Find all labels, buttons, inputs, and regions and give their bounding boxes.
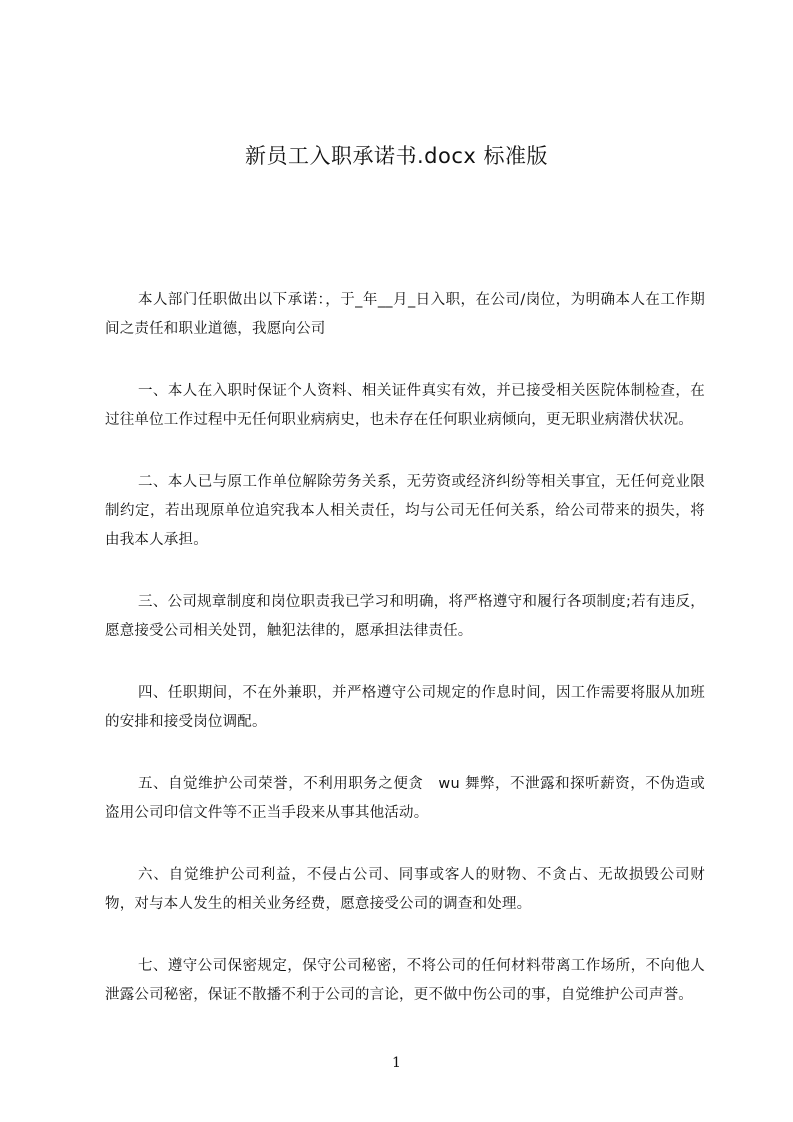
paragraph-intro: 本人部门任职做出以下承诺：，于_年__月_日入职，在公司/岗位，为明确本人在工作期间之责任和职业道德，我愿向公司 (105, 292, 705, 337)
paragraph-clause-5: 五、自觉维护公司荣誉，不利用职务之便贪 wu 舞弊，不泄露和探听薪资，不伪造或盗用公司印信文件等不正当手段来从事其他活动。 (105, 776, 705, 821)
paragraph-clause-4: 四、任职期间，不在外兼职，并严格遵守公司规定的作息时间，因工作需要将服从加班的安排和接受岗位调配。 (105, 685, 705, 730)
paragraph-clause-6: 六、自觉维护公司利益，不侵占公司、同事或客人的财物、不贪占、无故损毁公司财物，对与本人发生的相关业务经费，愿意接受公司的调查和处理。 (105, 867, 705, 912)
page-number: 1 (392, 1055, 401, 1071)
paragraph-clause-2: 二、本人已与原工作单位解除劳务关系，无劳资或经济纠纷等相关事宜，无任何竞业限制约定，若出现原单位追究我本人相关责任，均与公司无任何关系，给公司带来的损失，将由我本人承担。 (105, 474, 705, 548)
document-title: 新员工入职承诺书.docx 标准版 (244, 144, 548, 168)
paragraph-clause-1: 一、本人在入职时保证个人资料、相关证件真实有效，并已接受相关医院体制检查，在过往单位工作过程中无任何职业病病史，也未存在任何职业病倾向，更无职业病潜伏状况。 (105, 383, 705, 428)
paragraph-clause-3: 三、公司规章制度和岗位职责我已学习和明确，将严格遵守和履行各项制度;若有违反，愿意接受公司相关处罚，触犯法律的，愿承担法律责任。 (105, 594, 705, 639)
document-body (105, 286, 705, 1043)
paragraph-clause-7: 七、遵守公司保密规定，保守公司秘密，不将公司的任何材料带离工作场所，不向他人泄露公司秘密，保证不散播不利于公司的言论，更不做中伤公司的事，自觉维护公司声誉。 (105, 958, 705, 1003)
